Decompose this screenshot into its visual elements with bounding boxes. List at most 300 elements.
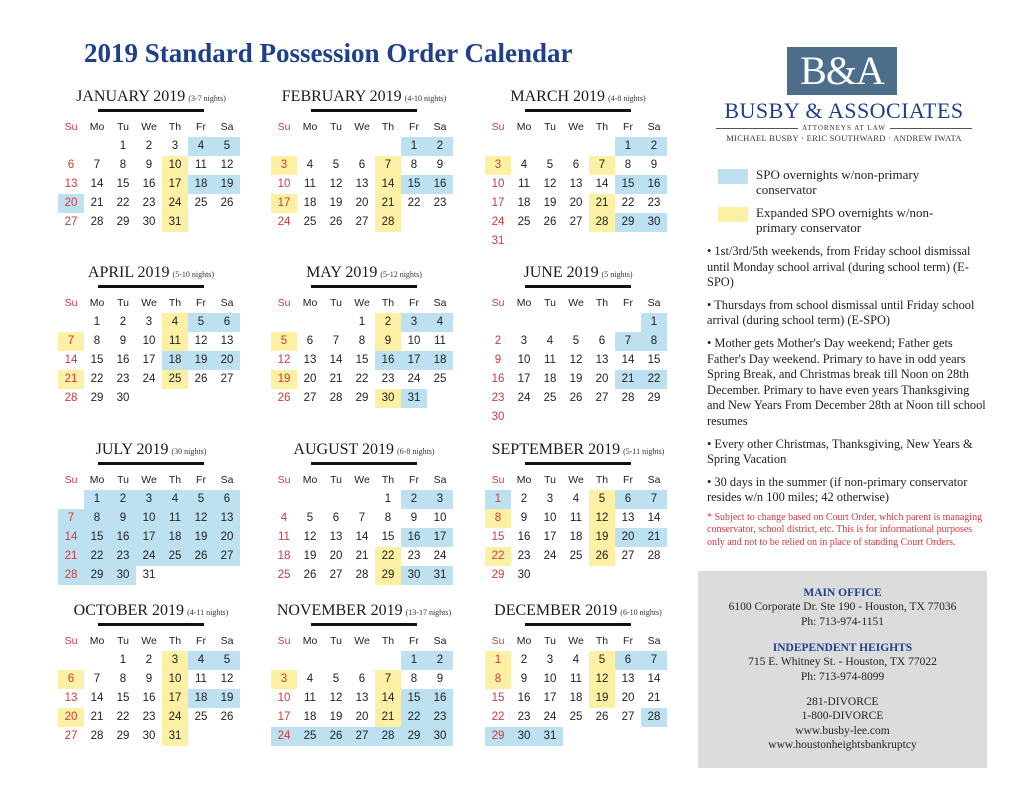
weekday-label: Mo [302,297,318,309]
month-nights: (4-11 nights) [187,608,229,617]
calendar-day: 29 [401,727,427,746]
calendar-day: 24 [517,392,531,404]
month-underline [525,623,631,626]
weekday-label: Su [277,121,291,133]
calendar-day: 26 [569,392,583,404]
calendar-day: 22 [375,547,401,566]
weekday-label: We [141,121,157,133]
calendar-day: 31 [537,727,563,746]
calendar-day: 27 [220,373,234,385]
calendar-day: 24 [136,547,162,566]
calendar-day: 26 [220,711,234,723]
calendar-day: 3 [427,490,453,509]
calendar-day: 18 [162,351,188,370]
week-row [485,213,667,232]
calendar-day: 24 [162,194,188,213]
calendar-day: 4 [306,673,314,685]
calendar-day: 9 [520,673,528,685]
calendar-day: 31 [491,235,505,247]
calendar-day: 14 [647,512,661,524]
calendar-day: 19 [589,689,615,708]
calendar-day: 3 [485,156,511,175]
month-nights: (4-8 nights) [608,94,646,103]
calendar-day: 26 [188,547,214,566]
month-header [58,88,244,108]
weekday-label: Mo [89,297,105,309]
calendar-day: 23 [491,392,505,404]
calendar-day: 23 [517,711,531,723]
calendar-day: 30 [517,569,531,581]
calendar-day: 10 [491,178,505,190]
calendar-day: 24 [277,216,291,228]
calendar-day: 18 [569,531,583,543]
week-row [58,156,240,175]
weekday-label: Sa [647,635,661,647]
calendar-day: 17 [491,197,505,209]
calendar-day: 19 [589,528,615,547]
calendar-day: 6 [67,159,75,171]
calendar-day: 13 [355,178,369,190]
note-item: • Thursdays from school dismissal until Friday school arrival (during school term) (E-SPO) [707,297,975,328]
calendar-day: 30 [491,411,505,423]
calendar-day: 8 [119,673,127,685]
calendar-day: 29 [375,566,401,585]
weekday-label: Tu [330,474,342,486]
calendar-day: 14 [329,354,343,366]
weekday-label: Tu [117,635,129,647]
calendar-empty-cell [589,566,615,585]
weekday-label: Su [491,635,505,647]
calendar-day: 14 [595,178,609,190]
month-nights: (6-10 nights) [620,608,662,617]
month-grid [485,471,667,585]
calendar-day: 15 [84,528,110,547]
calendar-day: 22 [485,547,511,566]
month-header [271,264,457,284]
calendar-empty-cell [589,313,615,332]
calendar-day: 21 [58,547,84,566]
calendar-day: 2 [119,316,127,328]
month-march [485,88,671,247]
calendar-day: 4 [572,493,580,505]
weekday-row [58,118,240,137]
calendar-day: 18 [543,373,557,385]
calendar-empty-cell [563,566,589,585]
calendar-day: 4 [162,490,188,509]
week-row [271,566,453,585]
weekday-row [485,118,667,137]
week-row [485,156,667,175]
calendar-day: 21 [641,528,667,547]
calendar-day: 21 [58,370,84,389]
calendar-day: 21 [355,550,369,562]
calendar-day: 27 [349,727,375,746]
calendar-day: 10 [136,509,162,528]
month-nights: (3-7 nights) [188,94,226,103]
calendar-day: 19 [214,175,240,194]
calendar-day: 31 [162,727,188,746]
month-underline [98,109,204,112]
week-row [58,670,240,689]
weekday-label: Su [64,121,78,133]
calendar-day: 28 [641,708,667,727]
weekday-label: Tu [330,297,342,309]
calendar-day: 18 [162,528,188,547]
calendar-day: 2 [520,493,528,505]
calendar-day: 5 [188,490,214,509]
weekday-row [58,471,240,490]
calendar-day: 5 [332,673,340,685]
calendar-day: 26 [277,392,291,404]
calendar-day: 19 [214,689,240,708]
calendar-day: 31 [401,389,427,408]
calendar-day: 21 [647,692,661,704]
weekday-label: Fr [623,121,633,133]
month-name: OCTOBER 2019 [73,602,185,619]
calendar-day: 9 [436,159,444,171]
calendar-day: 30 [401,566,427,585]
calendar-empty-cell [84,651,110,670]
weekday-label: We [354,121,370,133]
weekday-label: Tu [117,121,129,133]
calendar-empty-cell [563,232,589,251]
month-july [58,441,244,581]
week-row [271,651,453,670]
calendar-day: 9 [145,673,153,685]
calendar-day: 21 [589,194,615,213]
calendar-day: 27 [595,392,609,404]
calendar-day: 29 [647,392,661,404]
calendar-day: 7 [332,335,340,347]
calendar-day: 16 [517,692,531,704]
week-row [485,651,667,670]
calendar-day: 24 [543,711,557,723]
week-row [58,689,240,708]
calendar-empty-cell [589,727,615,746]
weekday-label: Fr [196,635,206,647]
month-grid [58,294,240,408]
contact-lines [698,695,987,752]
calendar-day: 29 [116,216,130,228]
calendar-day: 15 [491,692,505,704]
weekday-label: Th [168,474,182,486]
month-may [271,264,457,404]
calendar-day: 14 [58,528,84,547]
calendar-day: 5 [271,332,297,351]
calendar-day: 2 [520,654,528,666]
calendar-day: 2 [494,335,502,347]
calendar-day: 1 [641,313,667,332]
website-link[interactable]: www.houstonheightsbankruptcy [768,738,917,751]
weekday-row [271,118,453,137]
calendar-day: 8 [410,673,418,685]
calendar-day: 14 [647,673,661,685]
weekday-label: Tu [544,297,556,309]
week-row [485,727,667,746]
calendar-empty-cell [162,389,188,408]
calendar-day: 20 [303,373,317,385]
calendar-day: 17 [136,528,162,547]
calendar-day: 26 [220,197,234,209]
calendar-day: 30 [375,389,401,408]
calendar-day: 30 [427,727,453,746]
month-underline [311,623,417,626]
week-row [271,389,453,408]
calendar-day: 8 [624,159,632,171]
month-september [485,441,671,581]
week-row [271,156,453,175]
calendar-day: 11 [278,531,290,543]
week-row [485,389,667,408]
calendar-day: 24 [491,216,505,228]
calendar-day: 1 [615,137,641,156]
month-grid [485,118,667,251]
month-nights: (30 nights) [171,447,207,456]
month-october [58,602,244,742]
calendar-day: 16 [517,531,531,543]
week-row [485,175,667,194]
calendar-day: 2 [427,137,453,156]
calendar-day: 7 [358,512,366,524]
weekday-label: Sa [220,474,234,486]
calendar-day: 8 [384,512,392,524]
week-row [485,670,667,689]
weekday-label: Mo [516,121,532,133]
calendar-empty-cell [214,213,240,232]
weekday-label: Mo [89,635,105,647]
weekday-label: Su [491,297,505,309]
calendar-day: 25 [194,197,208,209]
calendar-day: 12 [194,335,208,347]
week-row [485,332,667,351]
calendar-day: 6 [358,159,366,171]
week-row [58,351,240,370]
week-row [271,490,453,509]
calendar-day: 28 [90,730,104,742]
calendar-day: 20 [355,197,369,209]
calendar-day: 6 [332,512,340,524]
weekday-label: We [354,474,370,486]
calendar-day: 27 [355,216,369,228]
month-nights: (5 nights) [601,270,633,279]
calendar-day: 15 [401,689,427,708]
calendar-day: 20 [214,351,240,370]
calendar-day: 21 [375,708,401,727]
weekday-label: Sa [647,474,661,486]
calendar-day: 29 [116,730,130,742]
month-header [485,441,671,461]
calendar-day: 8 [641,332,667,351]
weekday-row [271,471,453,490]
month-underline [525,285,631,288]
calendar-day: 15 [381,531,395,543]
week-row [271,547,453,566]
week-row [271,332,453,351]
weekday-label: Fr [196,474,206,486]
calendar-day: 21 [615,370,641,389]
week-row [485,232,667,251]
calendar-day: 2 [375,313,401,332]
week-row [485,708,667,727]
calendar-day: 9 [494,354,502,366]
main-office [698,586,987,629]
calendar-empty-cell [641,232,667,251]
calendar-empty-cell [136,389,162,408]
calendar-day: 1 [119,654,127,666]
calendar-empty-cell [375,137,401,156]
calendar-day: 28 [355,569,369,581]
heights-office-heading: INDEPENDENT HEIGHTS [772,642,913,654]
calendar-day: 11 [570,673,582,685]
calendar-day: 20 [615,528,641,547]
calendar-day: 1 [119,140,127,152]
month-december [485,602,671,742]
calendar-day: 1 [384,493,392,505]
calendar-day: 17 [142,354,156,366]
weekday-label: Su [64,297,78,309]
month-february [271,88,457,228]
weekday-label: Sa [647,121,661,133]
calendar-day: 19 [329,711,343,723]
month-underline [525,109,631,112]
calendar-day: 12 [329,178,343,190]
main-office-address: 6100 Corporate Dr. Ste 190 - Houston, TX 77036 [728,601,957,614]
calendar-day: 25 [569,711,583,723]
calendar-day: 3 [145,316,153,328]
calendar-day: 11 [195,673,207,685]
calendar-day: 28 [58,566,84,585]
week-row [271,727,453,746]
calendar-empty-cell [297,313,323,332]
calendar-day: 9 [110,509,136,528]
calendar-day: 4 [280,512,288,524]
weekday-label: Sa [220,635,234,647]
calendar-day: 16 [110,528,136,547]
calendar-day: 15 [615,175,641,194]
week-row [485,313,667,332]
calendar-empty-cell [485,137,511,156]
calendar-empty-cell [615,408,641,427]
week-row [58,137,240,156]
month-name: MARCH 2019 [510,88,606,105]
month-june [485,264,671,423]
calendar-empty-cell [401,213,427,232]
calendar-day: 23 [142,197,156,209]
calendar-empty-cell [589,137,615,156]
calendar-day: 29 [355,392,369,404]
weekday-label: Th [168,121,182,133]
calendar-day: 19 [188,528,214,547]
calendar-day: 29 [485,727,511,746]
calendar-day: 20 [58,194,84,213]
calendar-day: 24 [543,550,557,562]
calendar-empty-cell [297,651,323,670]
week-row [58,727,240,746]
weekday-row [485,294,667,313]
firm-logo: B&A [787,47,897,95]
heights-office [698,641,987,684]
week-row [485,689,667,708]
calendar-day: 3 [162,651,188,670]
calendar-day: 26 [329,216,343,228]
calendar-day: 23 [110,547,136,566]
calendar-day: 9 [375,332,401,351]
calendar-day: 25 [194,711,208,723]
calendar-day: 29 [615,213,641,232]
calendar-day: 2 [427,651,453,670]
calendar-empty-cell [537,566,563,585]
calendar-day: 12 [589,670,615,689]
firm-partners: MICHAEL BUSBY · ERIC SOUTHWARD · ANDREW IWATA [726,133,962,143]
weekday-label: Su [277,635,291,647]
weekday-label: Th [595,297,609,309]
calendar-day: 13 [569,178,583,190]
calendar-day: 16 [116,354,130,366]
calendar-day: 12 [543,178,557,190]
calendar-day: 28 [375,727,401,746]
week-row [58,313,240,332]
calendar-day: 13 [64,178,78,190]
week-row [485,566,667,585]
calendar-empty-cell [271,651,297,670]
calendar-empty-cell [349,490,375,509]
calendar-empty-cell [162,566,188,585]
calendar-day: 10 [517,354,531,366]
weekday-label: We [568,297,584,309]
calendar-empty-cell [214,727,240,746]
calendar-day: 8 [485,509,511,528]
calendar-day: 6 [572,159,580,171]
calendar-empty-cell [537,137,563,156]
month-underline [525,462,631,465]
calendar-day: 19 [329,197,343,209]
website-link[interactable]: www.busby-lee.com [795,724,890,737]
calendar-day: 20 [214,528,240,547]
calendar-day: 20 [329,550,343,562]
weekday-label: Th [381,297,395,309]
contact-box [698,571,987,768]
month-name: JUNE 2019 [523,264,599,281]
calendar-day: 16 [427,175,453,194]
calendar-day: 3 [271,670,297,689]
month-nights: (5-10 nights) [172,270,215,279]
calendar-empty-cell [563,313,589,332]
weekday-label: We [141,474,157,486]
calendar-day: 25 [162,547,188,566]
calendar-empty-cell [537,408,563,427]
calendar-day: 27 [621,711,635,723]
month-august [271,441,457,581]
weekday-row [58,294,240,313]
calendar-day: 30 [142,216,156,228]
calendar-day: 5 [306,512,314,524]
weekday-row [485,632,667,651]
calendar-day: 30 [641,213,667,232]
calendar-day: 3 [171,140,179,152]
week-row [271,708,453,727]
calendar-day: 11 [195,159,207,171]
weekday-label: Mo [516,474,532,486]
calendar-day: 28 [64,392,78,404]
month-underline [311,285,417,288]
calendar-day: 26 [303,569,317,581]
week-row [485,370,667,389]
calendar-day: 3 [546,654,554,666]
calendar-day: 16 [142,178,156,190]
weekday-label: Mo [516,635,532,647]
calendar-empty-cell [58,490,84,509]
calendar-day: 22 [116,711,130,723]
